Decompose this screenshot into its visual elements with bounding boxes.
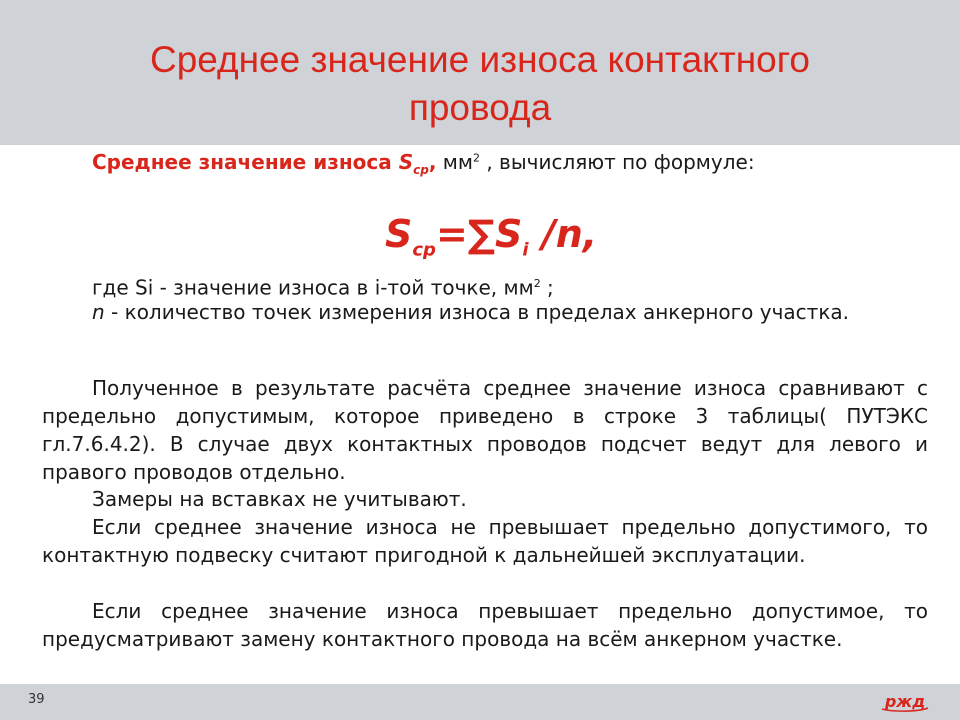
p1-sup: 2 [533,277,541,290]
formula [385,212,597,261]
paragraph-n [42,298,928,326]
logo-text: ржд [884,692,926,711]
paragraph-suitable [42,513,928,569]
formula-tail: /n, [528,212,598,256]
rzd-logo [878,689,932,713]
paragraph-inserts [42,485,928,513]
intro-comma: , [428,150,437,174]
formula-s: S [385,212,413,256]
intro-symbol-sub: ср [413,163,429,177]
intro-rest: , вычисляют по формуле: [479,150,755,174]
slide-title [0,36,960,132]
intro-symbol: S [398,150,414,174]
p1-text: где Si - значение износа в i-той точке, мм [92,275,534,300]
formula-si-sub: i [522,239,529,261]
p2-n: n [92,300,105,324]
intro-unit: мм [436,150,473,174]
intro-red-text: Среднее значение износа [92,150,399,174]
page-number: 39 [28,692,45,707]
title-line-2: провода [408,87,552,128]
paragraph-where-si [42,270,928,302]
p5-text: Если среднее значение износа не превышает предельно допустимого, то контактную подвеску считают пригодной к дальнейшей эксплуатации. [42,515,928,567]
p6-text: Если среднее значение износа превышает предельно допустимое, то предусматривают замену контактного провода на всём анкерном участке. [42,599,928,651]
intro-unit-sup: 2 [472,151,480,165]
footer-band [0,684,960,720]
title-line-1: Среднее значение износа контактного [149,39,811,80]
p3-text: Полученное в результате расчёта среднее значение износа сравнивают с предельно допустимым, которое приведено в строке 3 таблицы( ПУТЭКС гл.7.6.4.2). В случае двух контактных проводов подсчет ведут для левого и правого проводов отдельно. [42,376,928,484]
formula-eq: =∑S [435,212,523,256]
formula-s-sub: ср [412,239,436,261]
paragraph-replacement [42,597,928,653]
intro-line [92,150,755,177]
p4-text: Замеры на вставках не учитывают. [92,487,467,511]
p2-text: - количество точек измерения износа в пределах анкерного участка. [104,300,850,324]
p1-tail: ; [540,275,554,300]
paragraph-comparison [42,374,928,486]
